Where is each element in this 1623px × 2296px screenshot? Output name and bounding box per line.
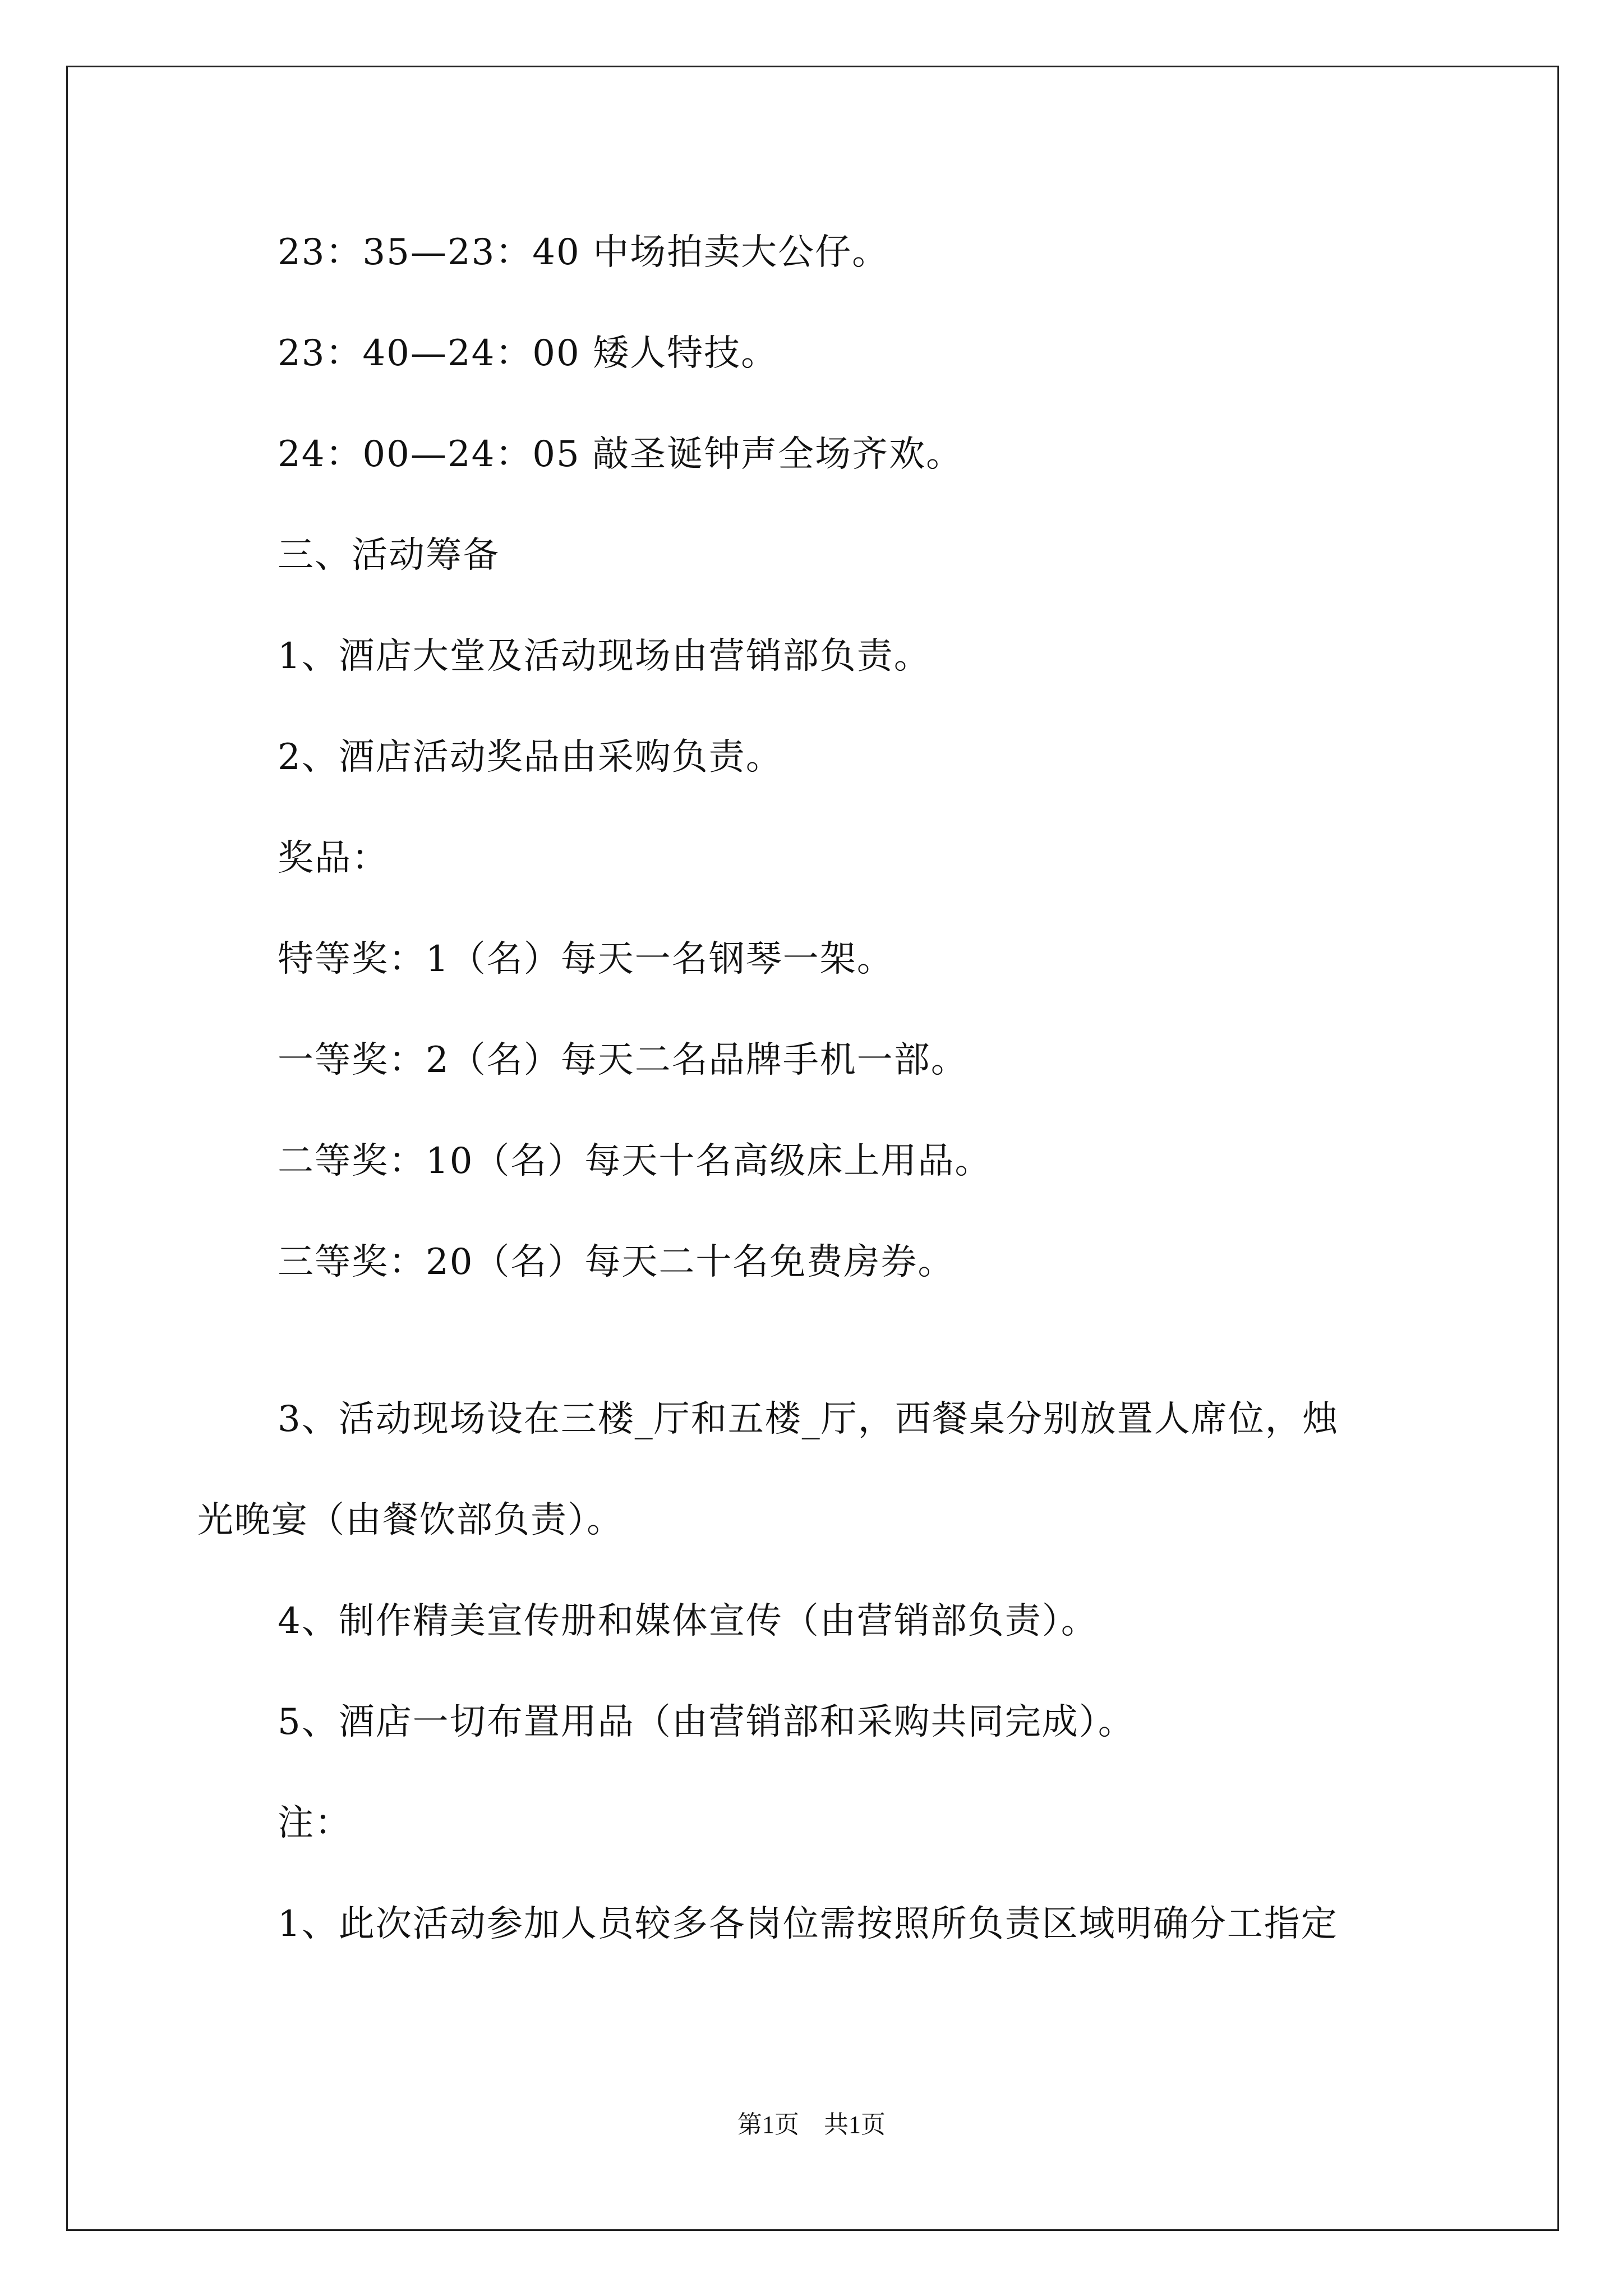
note-label: 注： bbox=[278, 1802, 352, 1844]
paragraph-item-1: 1、酒店大堂及活动现场由营销部负责。 bbox=[278, 636, 931, 677]
page-footer: 第1页 共1页 bbox=[737, 2111, 886, 2138]
schedule-line-3: 24：00—24：05 敲圣诞钟声全场齐欢。 bbox=[278, 434, 963, 475]
note-item-1: 1、此次活动参加人员较多各岗位需按照所负责区域明确分工指定 bbox=[278, 1903, 1338, 1945]
prize-third: 三等奖：20（名）每天二十名免费房券。 bbox=[278, 1241, 955, 1283]
paragraph-item-3-continued: 光晚宴（由餐饮部负责）。 bbox=[197, 1499, 624, 1541]
paragraph-item-2: 2、酒店活动奖品由采购负责。 bbox=[278, 737, 783, 778]
prize-first: 一等奖：2（名）每天二名品牌手机一部。 bbox=[278, 1039, 968, 1081]
schedule-line-2: 23：40—24：00 矮人特技。 bbox=[278, 333, 778, 374]
paragraph-item-3: 3、活动现场设在三楼_厅和五楼_厅，西餐桌分别放置人席位，烛 bbox=[278, 1398, 1339, 1440]
paragraph-item-4: 4、制作精美宣传册和媒体宣传（由营销部负责）。 bbox=[278, 1600, 1098, 1642]
prize-special: 特等奖：1（名）每天一名钢琴一架。 bbox=[278, 938, 894, 980]
prizes-label: 奖品： bbox=[278, 838, 389, 879]
prize-second: 二等奖：10（名）每天十名高级床上用品。 bbox=[278, 1140, 992, 1182]
paragraph-item-5: 5、酒店一切布置用品（由营销部和采购共同完成）。 bbox=[278, 1701, 1135, 1743]
section-heading: 三、活动筹备 bbox=[278, 535, 500, 576]
schedule-line-1: 23：35—23：40 中场拍卖大公仔。 bbox=[278, 232, 889, 273]
